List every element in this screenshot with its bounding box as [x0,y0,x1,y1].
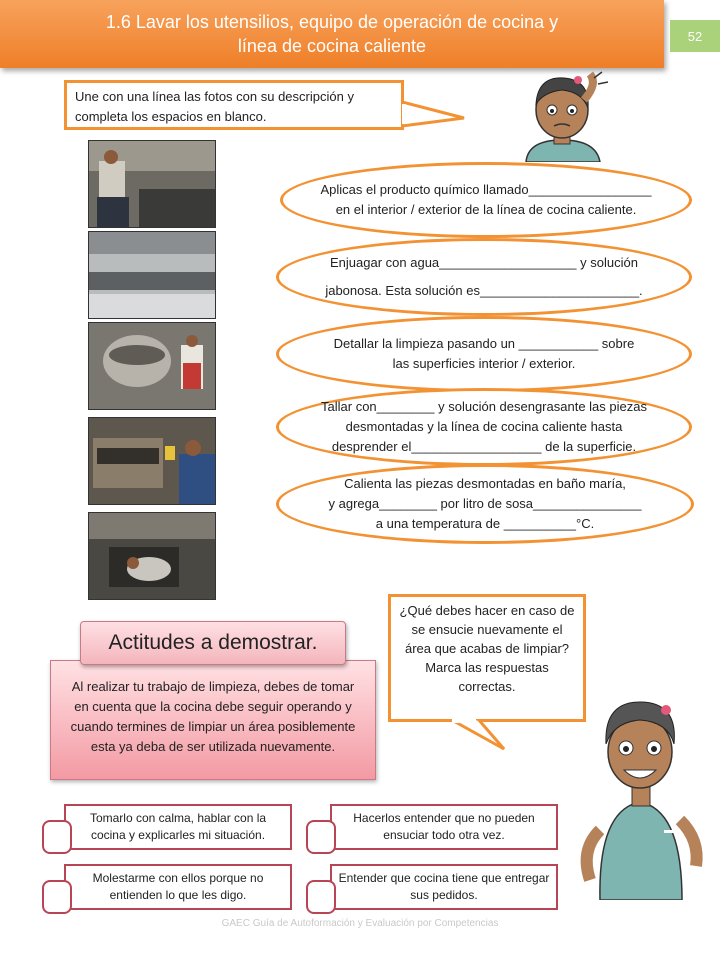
desc-5-blank-2[interactable]: _______________ [533,496,642,511]
description-oval-3 [276,316,692,392]
option-3-checkbox[interactable] [42,880,72,914]
desc-4-text-c: y solución desengrasante las piezas [434,399,647,414]
instruction-line-1: Une con una línea las fotos con su descripción y [75,89,354,104]
desc-3-text-c: sobre [598,336,635,351]
photo-broiler [88,417,216,505]
option-1[interactable]: Tomarlo con calma, hablar con la cocina y explicarles mi situación. [64,804,292,850]
description-oval-4 [276,388,692,466]
desc-4-blank-2[interactable]: __________________ [411,439,542,454]
desc-3-line-2: las superficies interior / exterior. [392,356,576,371]
desc-1-line-1 [313,180,659,200]
desc-3-blank[interactable]: ___________ [518,336,599,351]
photo-under-line [88,512,216,600]
instruction-callout [64,80,404,130]
photo-3-image [89,323,216,410]
desc-4-line-2: desmontadas y la línea de cocina caliente hasta [345,419,623,434]
actitudes-box [50,660,376,780]
title-line-1: 1.6 Lavar los utensilios, equipo de operación de cocina y [105,12,559,32]
question-box [388,594,586,722]
page-header [0,0,664,68]
photo-5-image [89,513,216,600]
smiling-woman-illustration [570,690,710,900]
desc-1-text-a: Aplicas el producto químico llamado [320,182,529,197]
option-4[interactable]: Entender que cocina tiene que entregar sus pedidos. [330,864,558,910]
desc-5-text-f: a una temperatura de [375,516,504,531]
desc-2-text-f: . [639,283,643,298]
desc-1-blank[interactable]: _________________ [528,182,652,197]
option-2-checkbox[interactable] [306,820,336,854]
desc-4-blank-1[interactable]: ________ [376,399,435,414]
option-4-checkbox[interactable] [306,880,336,914]
instruction-line-2: completa los espacios en blanco. [75,109,267,124]
option-1-checkbox[interactable] [42,820,72,854]
desc-4-line-1 [299,397,669,417]
photo-steel-surface [88,231,216,319]
option-3[interactable]: Molestarme con ellos porque no entienden lo que les digo. [64,864,292,910]
desc-5-line-2 [299,494,671,514]
question-instruction: Marca las respuestas correctas. [425,660,549,694]
description-oval-5 [276,464,694,544]
desc-2-line-2 [309,281,659,301]
footer-text: GAEC Guía de Autoformación y Evaluación por Competencias [221,918,499,929]
thinking-woman-illustration [498,70,628,162]
desc-2-line-1 [309,253,659,273]
description-oval-2 [276,238,692,316]
desc-5-line-3 [299,514,671,534]
photo-kettle [88,322,216,410]
callout-tail [402,100,466,130]
desc-5-text-d: por litro de sosa [436,496,534,511]
desc-2-blank-1[interactable]: ___________________ [439,255,577,270]
page-number: 52 [670,20,720,52]
desc-3-text-a: Detallar la limpieza pasando un [333,336,519,351]
question-text: ¿Qué debes hacer en caso de se ensucie nuevamente el área que acabas de limpiar? [399,603,575,656]
desc-2-text-d: jabonosa. Esta solución es [325,283,480,298]
desc-5-blank-3[interactable]: __________ [503,516,577,531]
photo-kitchen-line [88,140,216,228]
desc-4-text-e: desprender el [331,439,412,454]
title-line-2: línea de cocina caliente [237,36,427,56]
photo-4-image [89,418,216,505]
desc-5-line-1: Calienta las piezas desmontadas en baño maría, [344,476,626,491]
desc-2-text-a: Enjuagar con agua [330,255,440,270]
actitudes-title: Actitudes a demostrar. [80,621,346,665]
question-tail [448,719,508,753]
actitudes-text: Al realizar tu trabajo de limpieza, debes de tomar en cuenta que la cocina debe seguir operando y cuando termines de limpiar un área posiblemente esta ya deba de ser utilizada nuevamente. [70,679,356,754]
desc-4-line-3 [299,437,669,457]
desc-5-blank-1[interactable]: ________ [379,496,437,511]
desc-2-blank-2[interactable]: ______________________ [479,283,640,298]
desc-5-text-b: y agrega [328,496,380,511]
option-2[interactable]: Hacerlos entender que no pueden ensuciar todo otra vez. [330,804,558,850]
desc-3-line-1 [309,334,659,354]
desc-2-text-c: y solución [576,255,638,270]
desc-4-text-a: Tallar con [321,399,377,414]
photo-1-image [89,141,216,228]
desc-1-line-2: en el interior / exterior de la línea de cocina caliente. [335,202,637,217]
photo-2-image [89,232,216,319]
desc-5-text-h: °C. [576,516,595,531]
desc-4-text-g: de la superficie. [541,439,637,454]
description-oval-1 [280,162,692,238]
